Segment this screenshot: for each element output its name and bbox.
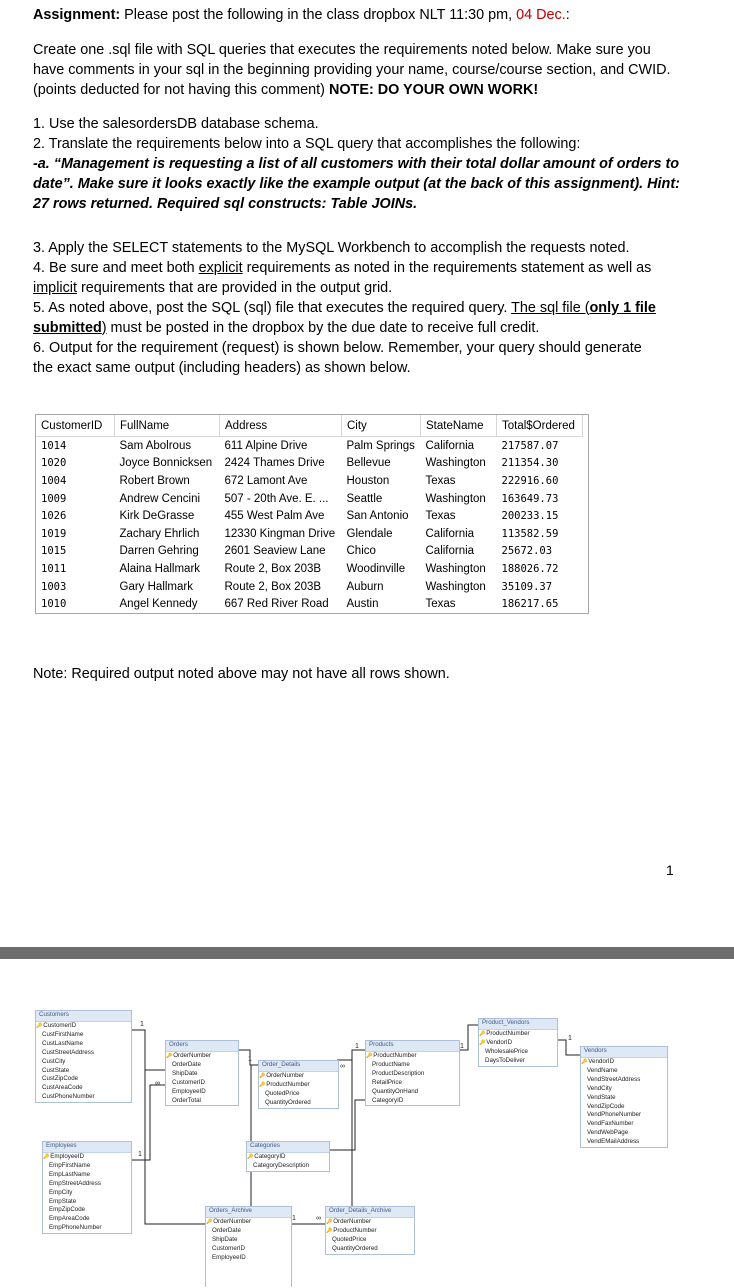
step-6: 6. Output for the requirement (request) is shown below. Remember, your query should generate the exact same output (including headers) as shown below.: [33, 340, 642, 376]
assignment-colon: :: [565, 7, 570, 23]
table-cell: Palm Springs: [346, 439, 415, 452]
table-title: Customers: [36, 1011, 131, 1022]
table-field: CustZipCode: [42, 1075, 79, 1083]
column-header: Address: [220, 415, 342, 437]
table-cell: 222916.60: [501, 474, 559, 487]
table-field: ShipDate: [172, 1069, 198, 1077]
table-title: Order_Details_Archive: [326, 1207, 414, 1218]
table-cell: 211354.30: [501, 457, 559, 470]
rel-label-many: ∞: [316, 1215, 321, 1222]
table-field: OrderDate: [212, 1226, 241, 1234]
table-cell: 186217.65: [501, 598, 559, 611]
table-cell: 1009: [41, 492, 67, 505]
table-field: CustomerID: [212, 1244, 246, 1252]
table-field: EmpZipCode: [49, 1206, 86, 1214]
table-cell: 12330 Kingman Drive: [224, 527, 336, 540]
table-field: QuotedPrice: [332, 1235, 367, 1243]
table-cell: Route 2, Box 203B: [224, 562, 322, 575]
table-field: CustomerID: [172, 1078, 206, 1086]
table-field: VendState: [587, 1093, 616, 1101]
table-field: ProductName: [372, 1060, 410, 1068]
step-2: 2. Translate the requirements below into a SQL query that accomplishes the following:: [33, 136, 581, 152]
table-title: Order_Details: [259, 1061, 338, 1072]
table-cell: Glendale: [346, 527, 393, 540]
table-cell: 200233.15: [501, 510, 559, 523]
table-field: 🔑 EmployeeID: [43, 1153, 131, 1162]
column-header: StateName: [421, 415, 497, 437]
table-field: QuotedPrice: [265, 1089, 300, 1097]
table-order-details: [258, 1060, 339, 1109]
table-field: QuantityOrdered: [332, 1244, 378, 1252]
step-4-implicit: implicit: [33, 280, 77, 296]
table-cell: 667 Red River Road: [224, 598, 329, 611]
table-field: ShipDate: [212, 1235, 238, 1243]
note-text: Note: Required output noted above may not have all rows shown.: [33, 666, 450, 682]
table-field: EmpLastName: [49, 1170, 90, 1178]
table-cell: 611 Alpine Drive: [224, 439, 308, 452]
table-field: RetailPrice: [372, 1078, 402, 1086]
table-title: Products: [366, 1041, 459, 1052]
table-cell: Joyce Bonnicksen: [119, 457, 213, 470]
table-cell: 1004: [41, 474, 67, 487]
table-cell: 1010: [41, 598, 67, 611]
step-5-text-b: The sql file (: [511, 300, 590, 316]
table-customers: [35, 1010, 132, 1103]
table-field: WholesalePrice: [485, 1047, 528, 1055]
table-field: VendEMailAddress: [587, 1138, 640, 1146]
table-cell: 1011: [41, 562, 67, 575]
rel-label-many: ∞: [155, 1080, 160, 1087]
rel-label-one: 1: [248, 1056, 252, 1063]
table-field: 🔑 VendorID: [581, 1058, 667, 1067]
table-cell: California: [425, 439, 475, 452]
table-field: 🔑 OrderNumber: [259, 1072, 338, 1081]
table-title: Orders: [166, 1041, 238, 1052]
table-cell: Texas: [425, 598, 456, 611]
assignment-text: Please post the following in the class dropbox NLT 11:30 pm,: [120, 7, 517, 23]
table-cell: Texas: [425, 474, 456, 487]
column-header: FullName: [115, 415, 220, 437]
rel-employees-orders: [130, 1085, 165, 1160]
table-cell: 2601 Seaview Lane: [224, 545, 326, 558]
table-order-details-archive: [325, 1206, 415, 1255]
column-header: CustomerID: [36, 415, 115, 437]
step-2a-requirement: -a. “Management is requesting a list of all customers with their total dollar amount of orders to date”. Make sure it looks exactly like the example output (at the back of this assignment). Hint: 27 rows returned. Required sql constructs: Table JOINs.: [33, 156, 680, 212]
table-products: [365, 1040, 460, 1106]
table-field: EmpFirstName: [49, 1161, 91, 1169]
table-field: CustCity: [42, 1057, 66, 1065]
table-field: 🔑 OrderNumber: [166, 1052, 238, 1061]
table-field: CustLastName: [42, 1039, 83, 1047]
rel-vendors-product-vendors: [556, 1040, 580, 1055]
table-field: CategoryDescription: [253, 1161, 310, 1169]
rel-label-one: 1: [568, 1035, 572, 1042]
rel-label-many: ∞: [340, 1063, 345, 1070]
table-cell: Sam Abolrous: [119, 439, 192, 452]
table-cell: 1019: [41, 527, 67, 540]
table-field: DaysToDeliver: [485, 1056, 525, 1064]
table-cell: Alaina Hallmark: [119, 562, 201, 575]
table-field: EmpCity: [49, 1188, 73, 1196]
step-4-text-c: requirements that are provided in the output grid.: [76, 280, 393, 296]
table-cell: 163649.73: [501, 492, 559, 505]
rel-label-one: 1: [138, 1151, 142, 1158]
table-cell: 507 - 20th Ave. E. ...: [224, 492, 329, 505]
table-field: OrderDate: [172, 1060, 201, 1068]
table-cell: Angel Kennedy: [119, 598, 198, 611]
table-field: QuantityOrdered: [265, 1098, 311, 1106]
table-field: VendWebPage: [587, 1129, 629, 1137]
table-cell: Bellevue: [346, 457, 391, 470]
table-cell: 1020: [41, 457, 67, 470]
assignment-label: Assignment:: [33, 7, 121, 23]
table-orders: [165, 1040, 239, 1106]
table-cell: Zachary Ehrlich: [119, 527, 200, 540]
table-field: ProductDescription: [372, 1069, 425, 1077]
table-field: CustState: [42, 1066, 70, 1074]
table-field: 🔑 ProductNumber: [326, 1227, 414, 1236]
column-header: Total$Ordered: [497, 415, 583, 437]
step-5-text-d: must be posted in the dropbox by the due date to receive full credit.: [106, 320, 540, 336]
table-field: EmpPhoneNumber: [49, 1224, 102, 1232]
table-cell: Chico: [346, 545, 376, 558]
table-title: Orders_Archive: [206, 1207, 291, 1218]
table-field: EmployeeID: [212, 1253, 246, 1261]
table-title: Categories: [247, 1142, 329, 1153]
table-field: 🔑 CategoryID: [247, 1153, 329, 1162]
rel-label-one: 1: [292, 1215, 296, 1222]
table-title: Employees: [43, 1142, 131, 1153]
table-cell: California: [425, 545, 475, 558]
step-3: 3. Apply the SELECT statements to the MySQL Workbench to accomplish the requests noted.: [33, 240, 630, 256]
table-field: VendStreetAddress: [587, 1075, 641, 1083]
step-1: 1. Use the salesordersDB database schema.: [33, 116, 319, 132]
table-cell: 217587.07: [501, 439, 559, 452]
page-number: 1: [666, 862, 674, 878]
table-cell: Washington: [425, 457, 486, 470]
table-field: 🔑 OrderNumber: [326, 1218, 414, 1227]
table-field: VendName: [587, 1066, 618, 1074]
table-cell: 1014: [41, 439, 67, 452]
table-field: VendFaxNumber: [587, 1120, 634, 1128]
table-categories: [246, 1141, 330, 1172]
table-field: 🔑 ProductNumber: [366, 1052, 459, 1061]
table-vendors: [580, 1046, 668, 1148]
table-field: 🔑 ProductNumber: [479, 1030, 557, 1039]
table-cell: Washington: [425, 580, 486, 593]
table-field: VendZipCode: [587, 1102, 625, 1110]
table-field: 🔑 ProductNumber: [259, 1081, 338, 1090]
table-cell: Robert Brown: [119, 474, 190, 487]
intro-text: Create one .sql file with SQL queries that executes the requirements noted below. Make sure you have comments in your sql in the beginning providing your name, course/course section, and CWID. (points deducted for not having this comment): [33, 42, 671, 98]
table-field: CustFirstName: [42, 1030, 84, 1038]
table-field: EmpState: [49, 1197, 77, 1205]
step-4-explicit: explicit: [198, 260, 243, 276]
table-field: EmpStreetAddress: [49, 1179, 101, 1187]
table-title: Product_Vendors: [479, 1019, 557, 1030]
table-cell: 35109.37: [501, 580, 553, 593]
table-cell: Woodinville: [346, 562, 406, 575]
due-date: 04 Dec.: [516, 7, 566, 23]
table-cell: 455 West Palm Ave: [224, 510, 325, 523]
table-field: CustPhoneNumber: [42, 1093, 95, 1101]
table-cell: Auburn: [346, 580, 384, 593]
table-cell: 672 Lamont Ave: [224, 474, 308, 487]
table-field: 🔑 CustomerID: [36, 1022, 131, 1031]
table-field: CategoryID: [372, 1096, 404, 1104]
step-4-text-a: 4. Be sure and meet both: [33, 260, 199, 276]
table-title: Vendors: [581, 1047, 667, 1058]
table-field: VendCity: [587, 1084, 612, 1092]
rel-order-details-products-b: [352, 1050, 365, 1060]
table-cell: San Antonio: [346, 510, 409, 523]
table-employees: [42, 1141, 132, 1234]
table-cell: 1026: [41, 510, 67, 523]
rel-customers-orders: [130, 1030, 165, 1070]
table-cell: Seattle: [346, 492, 383, 505]
table-cell: 113582.59: [501, 527, 559, 540]
table-cell: Houston: [346, 474, 390, 487]
table-cell: Andrew Cencini: [119, 492, 201, 505]
table-cell: 188026.72: [501, 562, 559, 575]
step-4-text-b: requirements as noted in the requirements statement as well as: [242, 260, 652, 276]
rel-label-one: 1: [460, 1043, 464, 1050]
table-cell: Darren Gehring: [119, 545, 199, 558]
table-field: EmpAreaCode: [49, 1215, 90, 1223]
table-field: 🔑 VendorID: [479, 1039, 557, 1048]
table-cell: 25672.03: [501, 545, 553, 558]
table-cell: California: [425, 527, 475, 540]
step-5-only-one-file: only 1 file submitted: [33, 300, 656, 336]
table-cell: 1003: [41, 580, 67, 593]
table-field: CustAreaCode: [42, 1084, 83, 1092]
table-cell: Route 2, Box 203B: [224, 580, 322, 593]
intro-emphasis: NOTE: DO YOUR OWN WORK!: [328, 82, 539, 98]
column-header: City: [342, 415, 421, 437]
table-product-vendors: [478, 1018, 558, 1067]
table-cell: Texas: [425, 510, 456, 523]
step-5-text-a: 5. As noted above, post the SQL (sql) file that executes the required query.: [33, 300, 512, 316]
table-field: OrderTotal: [172, 1096, 201, 1104]
table-cell: Austin: [346, 598, 379, 611]
table-cell: Kirk DeGrasse: [119, 510, 195, 523]
table-cell: 1015: [41, 545, 67, 558]
table-field: EmployeeID: [172, 1087, 206, 1095]
table-cell: Washington: [425, 562, 486, 575]
table-field: CustStreetAddress: [42, 1048, 94, 1056]
rel-label-one: 1: [355, 1043, 359, 1050]
table-field: 🔑 OrderNumber: [206, 1218, 291, 1227]
table-field: QuantityOnHand: [372, 1087, 419, 1095]
rel-label-one: 1: [140, 1021, 144, 1028]
table-cell: 2424 Thames Drive: [224, 457, 325, 470]
step-5-text-c: ): [101, 320, 107, 336]
table-orders-archive: [205, 1206, 292, 1287]
table-field: VendPhoneNumber: [587, 1111, 642, 1119]
table-cell: Gary Hallmark: [119, 580, 193, 593]
table-cell: Washington: [425, 492, 486, 505]
